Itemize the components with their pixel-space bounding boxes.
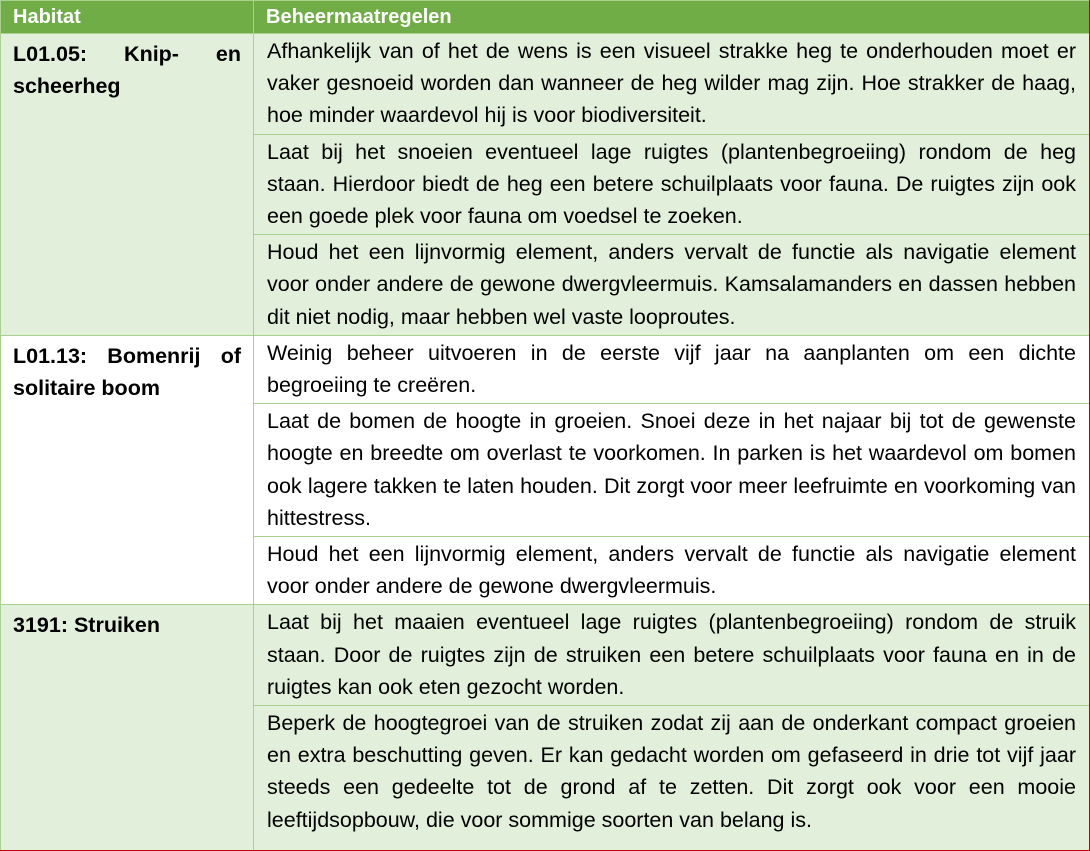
table-header-row [1,1,1090,34]
measure-cell: Weinig beheer uitvoeren in de eerste vijf jaar na aanplanten om een dichte begroeiing te creëren. [254,335,1090,403]
measure-cell: Laat de bomen de hoogte in groeien. Snoei deze in het najaar bij tot de gewenste hoogte en breedte om overlast te voorkomen. In parken is het waardevol om bomen ook lagere takken te laten houden. Dit zorgt voor meer leefruimte en voorkoming van hittestress. [254,404,1090,537]
measure-cell: Afhankelijk van of het de wens is een visueel strakke heg te onderhouden moet er vaker gesnoeid worden dan wanneer de heg wilder mag zijn. Hoe strakker de haag, hoe minder waardevol hij is voor biodiversiteit. [254,34,1090,135]
measure-cell: Houd het een lijnvormig element, anders vervalt de functie als navigatie element voor onder andere de gewone dwergvleermuis. [254,537,1090,605]
header-beheermaatregelen: Beheermaatregelen [254,1,1090,34]
measure-cell: Beperk de hoogtegroei van de struiken zodat zij aan de onderkant compact groeien en extra beschutting geven. Er kan gedacht worden om gefaseerd in drie tot vijf jaar steeds een gedeelte tot de grond af te zetten. Dit zorgt ook voor een mooie leeftijdsopbouw, die voor sommige soorten van belang is. [254,706,1090,851]
habitat-cell-bomenrij: L01.13: Bomenrij of solitaire boom [1,335,254,605]
measure-cell: Laat bij het snoeien eventueel lage ruigtes (plantenbegroeiing) rondom de heg staan. Hierdoor biedt de heg een betere schuilplaats voor fauna. De ruigtes zijn ook een goede plek voor fauna om voedsel te zoeken. [254,134,1090,235]
measure-cell: Laat bij het maaien eventueel lage ruigtes (plantenbegroeiing) rondom de struik staan. Door de ruigtes zijn de struiken een betere schuilplaats voor fauna en in de ruigtes kan ook eten gezocht worden. [254,605,1090,706]
table-row [1,335,1090,403]
table-row [1,605,1090,706]
habitat-cell-knip-scheerheg: L01.05: Knip- en scheerheg [1,34,254,336]
measure-cell: Houd het een lijnvormig element, anders vervalt de functie als navigatie element voor onder andere de gewone dwergvleermuis. Kamsalamanders en dassen hebben dit niet nodig, maar hebben wel vaste looproutes. [254,235,1090,336]
habitat-cell-struiken: 3191: Struiken [1,605,254,851]
header-habitat: Habitat [1,1,254,34]
table-row [1,34,1090,135]
